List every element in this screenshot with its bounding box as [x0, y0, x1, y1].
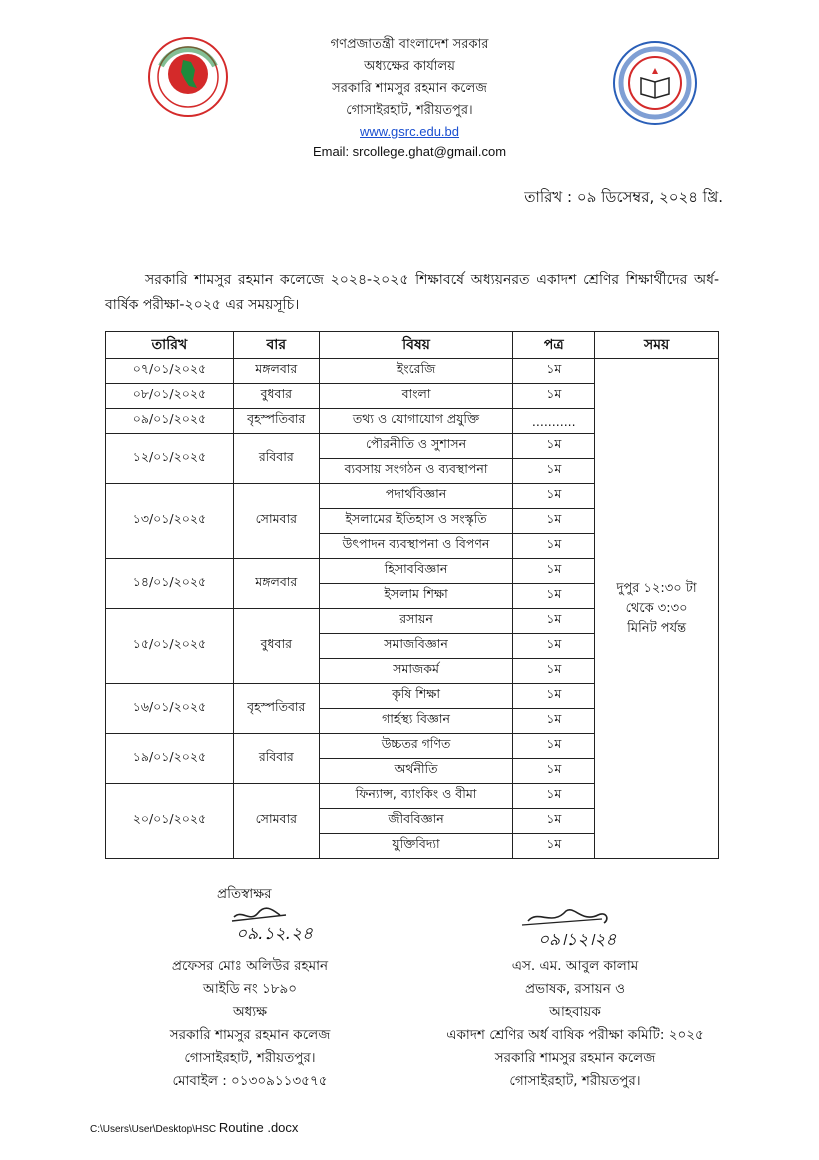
- intro-paragraph: [105, 268, 719, 318]
- exam-paper: ১ম: [513, 534, 595, 559]
- exam-day: মঙ্গলবার: [233, 559, 319, 609]
- exam-day: মঙ্গলবার: [233, 359, 319, 384]
- exam-paper: ১ম: [513, 609, 595, 634]
- exam-subject: হিসাববিজ্ঞান: [319, 559, 513, 584]
- exam-day: রবিবার: [233, 734, 319, 784]
- exam-date: ১৯/০১/২০২৫: [106, 734, 234, 784]
- signature-block-convener: [425, 955, 725, 1093]
- exam-subject: গার্হস্থ্য বিজ্ঞান: [319, 709, 513, 734]
- principal-name: প্রফেসর মোঃ অলিউর রহমান: [171, 958, 329, 974]
- exam-subject: রসায়ন: [319, 609, 513, 634]
- exam-subject: উৎপাদন ব্যবস্থাপনা ও বিপণন: [319, 534, 513, 559]
- website-link[interactable]: www.gsrc.edu.bd: [360, 124, 459, 139]
- exam-paper: ১ম: [513, 634, 595, 659]
- exam-paper: ১ম: [513, 809, 595, 834]
- table-row: [106, 359, 719, 384]
- exam-subject: অর্থনীতি: [319, 759, 513, 784]
- exam-subject: কৃষি শিক্ষা: [319, 684, 513, 709]
- exam-day: বুধবার: [233, 609, 319, 684]
- header-subject: বিষয়: [319, 332, 513, 359]
- signature-left-date: ০৯.১২.২৪: [236, 924, 314, 944]
- exam-paper: ১ম: [513, 734, 595, 759]
- header-govt: গণপ্রজাতন্ত্রী বাংলাদেশ সরকার: [330, 37, 489, 52]
- exam-paper: ১ম: [513, 834, 595, 859]
- exam-subject: ইসলামের ইতিহাস ও সংস্কৃতি: [319, 509, 513, 534]
- exam-date: ০৮/০১/২০২৫: [106, 384, 234, 409]
- header-time: সময়: [595, 332, 719, 359]
- exam-subject: ফিন্যান্স, ব্যাংকিং ও বীমা: [319, 784, 513, 809]
- file-path: C:\Users\User\Desktop\HSC: [90, 1124, 217, 1135]
- exam-subject: সমাজকর্ম: [319, 659, 513, 684]
- principal-designation: অধ্যক্ষ: [232, 1004, 268, 1020]
- countersign-label: প্রতিস্বাক্ষর: [217, 886, 272, 902]
- exam-paper: ১ম: [513, 359, 595, 384]
- file-name: Routine .docx: [218, 1120, 299, 1135]
- principal-id: আইডি নং ১৮৯০: [202, 981, 298, 997]
- header-paper: পত্র: [513, 332, 595, 359]
- exam-subject: তথ্য ও যোগাযোগ প্রযুক্তি: [319, 409, 513, 434]
- exam-date: ১৩/০১/২০২৫: [106, 484, 234, 559]
- exam-paper: ১ম: [513, 459, 595, 484]
- convener-college: সরকারি শামসুর রহমান কলেজ: [494, 1050, 656, 1066]
- convener-role: আহবায়ক: [549, 1004, 601, 1020]
- exam-subject: সমাজবিজ্ঞান: [319, 634, 513, 659]
- document-date: তারিখ : ০৯ ডিসেম্বর, ২০২৪ খ্রি.: [524, 188, 723, 206]
- signature-block-principal: [150, 955, 350, 1093]
- principal-address: গোসাইরহাট, শরীয়তপুর।: [184, 1050, 316, 1066]
- exam-paper: ১ম: [513, 384, 595, 409]
- exam-day: বৃহস্পতিবার: [233, 684, 319, 734]
- exam-date: ১৬/০১/২০২৫: [106, 684, 234, 734]
- exam-subject: যুক্তিবিদ্যা: [319, 834, 513, 859]
- exam-day: সোমবার: [233, 784, 319, 859]
- file-path-footer: [90, 1120, 298, 1135]
- time-line-2: থেকে ৩:৩০: [625, 600, 688, 616]
- header-date: তারিখ: [106, 332, 234, 359]
- exam-subject: ব্যবসায় সংগঠন ও ব্যবস্থাপনা: [319, 459, 513, 484]
- exam-day: বুধবার: [233, 384, 319, 409]
- exam-subject: ইংরেজি: [319, 359, 513, 384]
- convener-name: এস. এম. আবুল কালাম: [511, 958, 639, 974]
- exam-subject: উচ্চতর গণিত: [319, 734, 513, 759]
- exam-day: বৃহস্পতিবার: [233, 409, 319, 434]
- exam-paper: ১ম: [513, 509, 595, 534]
- exam-day: সোমবার: [233, 484, 319, 559]
- exam-paper: ১ম: [513, 584, 595, 609]
- exam-paper: ১ম: [513, 709, 595, 734]
- exam-date: ১৪/০১/২০২৫: [106, 559, 234, 609]
- exam-subject: ইসলাম শিক্ষা: [319, 584, 513, 609]
- exam-subject: পৌরনীতি ও সুশাসন: [319, 434, 513, 459]
- exam-paper: ১ম: [513, 559, 595, 584]
- time-line-3: মিনিট পর্যন্ত: [627, 620, 687, 636]
- exam-date: ১৫/০১/২০২৫: [106, 609, 234, 684]
- exam-paper: ১ম: [513, 434, 595, 459]
- exam-routine-table: [105, 331, 719, 859]
- signature-left-handwriting: [228, 903, 338, 943]
- principal-college: সরকারি শামসুর রহমান কলেজ: [169, 1027, 331, 1043]
- exam-paper: ১ম: [513, 759, 595, 784]
- exam-paper: ১ম: [513, 659, 595, 684]
- exam-paper: ১ম: [513, 784, 595, 809]
- exam-date: ০৯/০১/২০২৫: [106, 409, 234, 434]
- exam-date: ২০/০১/২০২৫: [106, 784, 234, 859]
- exam-date: ০৭/০১/২০২৫: [106, 359, 234, 384]
- intro-text: সরকারি শামসুর রহমান কলেজে ২০২৪-২০২৫ শিক্ষাবর্ষে অধ্যয়নরত একাদশ শ্রেণির শিক্ষার্থীদের অর্ধ-বার্ষিক পরীক্ষা-২০২৫ এর সময়সূচি।: [105, 272, 719, 313]
- exam-subject: বাংলা: [319, 384, 513, 409]
- header-office: অধ্যক্ষের কার্যালয়: [364, 59, 455, 74]
- convener-designation: প্রভাষক, রসায়ন ও: [524, 981, 626, 997]
- header-day: বার: [233, 332, 319, 359]
- convener-committee: একাদশ শ্রেণির অর্ধ বাষিক পরীক্ষা কমিটি: ২০২৫: [446, 1027, 704, 1043]
- exam-paper: ১ম: [513, 484, 595, 509]
- email-address: Email: srcollege.ghat@gmail.com: [312, 144, 507, 159]
- exam-subject: পদার্থবিজ্ঞান: [319, 484, 513, 509]
- exam-time: [595, 359, 719, 859]
- letterhead: [0, 34, 819, 162]
- header-address: গোসাইরহাট, শরীয়তপুর।: [346, 103, 473, 118]
- convener-address: গোসাইরহাট, শরীয়তপুর।: [509, 1073, 641, 1089]
- exam-date: ১২/০১/২০২৫: [106, 434, 234, 484]
- signature-right-handwriting: [508, 903, 648, 953]
- exam-paper: ১ম: [513, 684, 595, 709]
- exam-day: রবিবার: [233, 434, 319, 484]
- table-header-row: [106, 332, 719, 359]
- exam-subject: জীববিজ্ঞান: [319, 809, 513, 834]
- header-college: সরকারি শামসুর রহমান কলেজ: [332, 81, 487, 96]
- time-line-1: দুপুর ১২:৩০ টা: [616, 580, 697, 596]
- signature-right-date: ০৯।১২।২৪: [538, 930, 617, 950]
- exam-paper: ...........: [513, 409, 595, 434]
- principal-mobile: মোবাইল : ০১৩০৯১১৩৫৭৫: [172, 1073, 328, 1089]
